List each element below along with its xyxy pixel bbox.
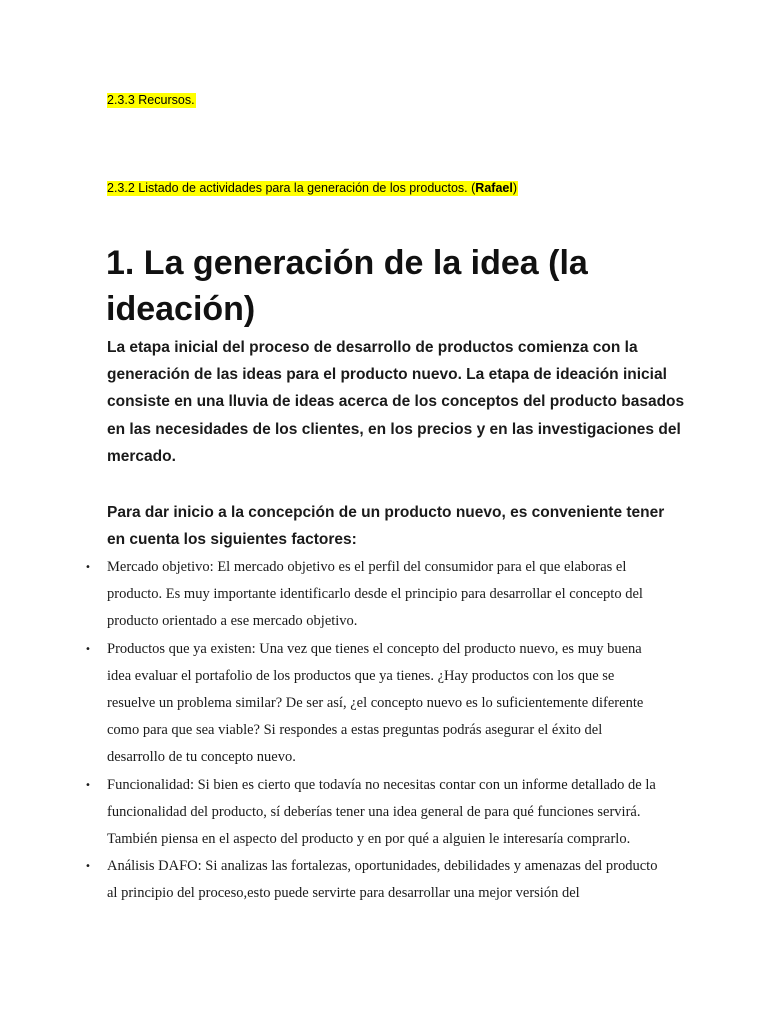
- section-actividades: [107, 180, 518, 196]
- section-actividades-highlight: [107, 181, 518, 196]
- section-recursos-highlight: 2.3.3 Recursos.: [107, 93, 195, 107]
- bullet-icon: •: [85, 861, 91, 873]
- list-item: [85, 772, 662, 854]
- factors-list: [0, 554, 768, 908]
- factors-intro: Para dar inicio a la concepción de un producto nuevo, es conveniente tener en cuenta los siguientes factores:: [107, 504, 665, 549]
- list-item-text: Funcionalidad: Si bien es cierto que todavía no necesitas contar con un informe detallado de la funcionalidad del producto, sí deberías tener una idea general de para qué funciones servirá. También piensa en el aspecto del producto y en por qué a alguien le interesaría comprarlo.: [107, 776, 656, 848]
- bullet-icon: •: [85, 779, 91, 791]
- list-item: [85, 636, 662, 772]
- list-item: [85, 554, 662, 636]
- list-item: [85, 853, 662, 907]
- intro-paragraph: La etapa inicial del proceso de desarrollo de productos comienza con la generación de las ideas para el producto nuevo. La etapa de ideación inicial consiste en una lluvia de ideas acerca de los conceptos del producto basados en las necesidades de los clientes, en los precios y en las investigaciones del mercado.: [107, 339, 685, 465]
- section-recursos: [107, 92, 196, 108]
- section-actividades-close: ): [512, 181, 517, 195]
- list-item-text: Análisis DAFO: Si analizas las fortalezas, oportunidades, debilidades y amenazas del producto al principio del proceso,esto puede servirte para desarrollar una mejor versión del: [107, 858, 658, 902]
- section-actividades-author: Rafael: [475, 181, 513, 195]
- section-actividades-text: 2.3.2 Listado de actividades para la generación de los productos. (: [107, 181, 476, 195]
- bullet-icon: •: [85, 562, 91, 573]
- page-heading: 1. La generación de la idea (la ideación): [106, 244, 588, 328]
- bullet-icon: •: [85, 643, 91, 655]
- list-item-text: Mercado objetivo: El mercado objetivo es el perfil del consumidor para el que elaboras el producto. Es muy importante identificarlo desde el principio para desarrollar el concepto del producto orientado a ese mercado objetivo.: [107, 559, 643, 630]
- list-item-text: Productos que ya existen: Una vez que tienes el concepto del producto nuevo, es muy buena idea evaluar el portafolio de los productos que ya tienes. ¿Hay productos con los que se resuelve un problema similar? De ser así, ¿el concepto nuevo es lo suficientemente diferente como para que sea viable? Si respondes a estas preguntas podrás asegurar el éxito del desarrollo de tu concepto nuevo.: [107, 640, 644, 766]
